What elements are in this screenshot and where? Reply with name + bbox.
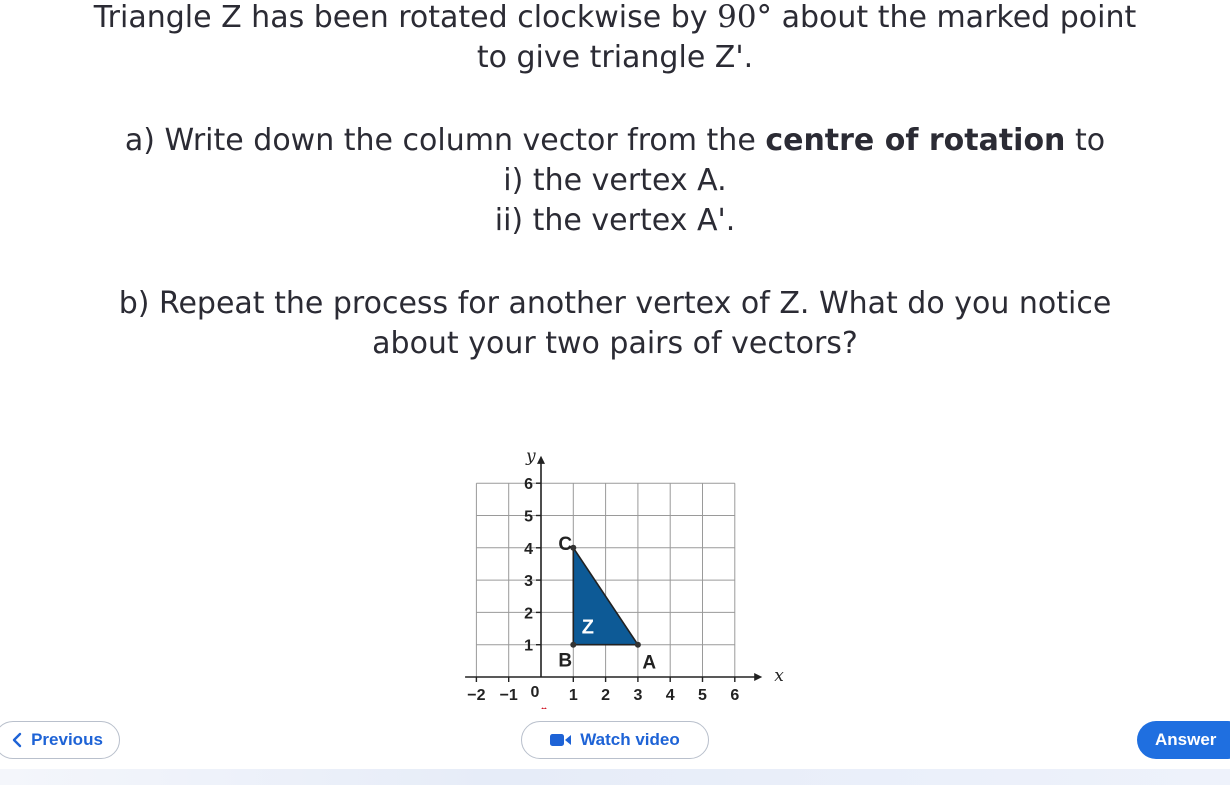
- chevron-left-icon: [11, 732, 23, 748]
- answer-button[interactable]: [1137, 721, 1230, 759]
- video-camera-icon: [550, 733, 572, 747]
- y-tick-label: 4: [524, 540, 533, 558]
- y-tick-label: 2: [524, 605, 533, 623]
- vertex-label-a: A: [642, 652, 657, 674]
- grid-svg: [450, 444, 790, 714]
- triangle-label: Z: [581, 616, 594, 639]
- x-axis-arrow: [754, 673, 762, 681]
- question-line-1: Triangle Z has been rotated clockwise by 90° about the marked point: [93, 0, 1137, 35]
- part-b-line-2: about your two pairs of vectors?: [372, 326, 858, 361]
- question-line-2: to give triangle Z'.: [476, 40, 754, 75]
- question-text: [0, 0, 1230, 364]
- y-axis-arrow: [537, 456, 545, 464]
- vertex-label-b: B: [558, 650, 573, 672]
- x-tick-label: 3: [633, 687, 643, 704]
- watch-video-button[interactable]: [521, 721, 709, 759]
- part-a-ii: ii) the vertex A'.: [494, 203, 736, 238]
- bottom-navigation: [0, 709, 1230, 785]
- x-tick-label: 5: [698, 687, 707, 704]
- x-tick-label: 2: [601, 687, 611, 704]
- vertex-dot: [570, 642, 576, 648]
- x-axis-label: x: [774, 666, 784, 686]
- x-tick-label: −2: [467, 687, 486, 704]
- x-tick-label: 4: [665, 687, 675, 704]
- y-axis-label: y: [526, 446, 536, 467]
- x-tick-label: 6: [730, 687, 740, 704]
- bottom-bar-shadow: [0, 769, 1230, 785]
- origin-label: 0: [530, 684, 540, 701]
- vertex-label-c: C: [558, 533, 573, 555]
- x-tick-label: 1: [568, 687, 578, 704]
- y-tick-label: 3: [524, 573, 533, 591]
- part-a-i: i) the vertex A.: [503, 163, 727, 198]
- previous-button[interactable]: [0, 721, 120, 759]
- vertex-dot: [635, 642, 641, 648]
- answer-label: Answer: [1155, 730, 1217, 749]
- part-a-line: a) Write down the column vector from the centre of rotation to: [124, 123, 1106, 158]
- y-tick-label: 6: [524, 476, 533, 494]
- y-tick-label: 1: [524, 637, 533, 655]
- previous-label: Previous: [31, 730, 103, 749]
- part-b-line-1: b) Repeat the process for another vertex of Z. What do you notice: [118, 286, 1112, 321]
- y-tick-label: 5: [524, 508, 533, 526]
- x-tick-label: −1: [499, 687, 518, 704]
- watch-video-label: Watch video: [580, 730, 680, 749]
- coordinate-grid: [450, 444, 790, 714]
